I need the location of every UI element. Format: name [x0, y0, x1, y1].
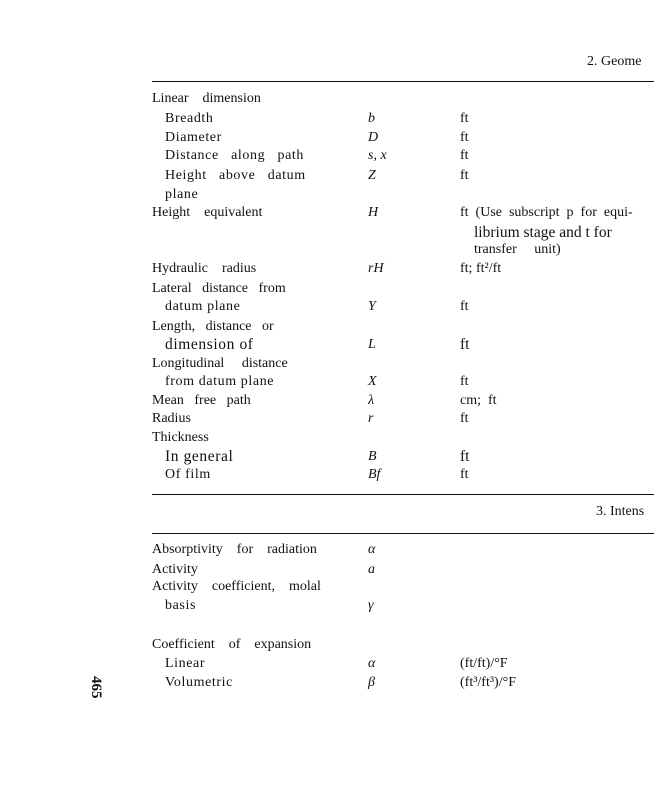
table-rule-section3	[152, 533, 654, 534]
table-row	[0, 392, 654, 410]
quantity-cell: Volumetric	[165, 675, 233, 690]
units-cell: ft; ft²/ft	[460, 261, 502, 276]
units-cell: ft	[460, 411, 469, 426]
symbol-cell: D	[368, 130, 379, 145]
table-row	[0, 298, 654, 316]
quantity-cell: Mean free path	[152, 393, 251, 408]
table-row	[0, 541, 654, 559]
units-cell: ft	[460, 374, 469, 389]
symbol-cell: b	[368, 111, 375, 126]
table-row	[0, 373, 654, 391]
symbol-cell: γ	[368, 598, 374, 613]
quantity-cell: Breadth	[165, 111, 214, 126]
quantity-cell: basis	[165, 598, 196, 613]
table-rule-top	[152, 81, 654, 82]
units-cell: ft (Use subscript p for equi-	[460, 205, 633, 220]
symbol-cell: a	[368, 562, 375, 577]
symbol-cell: α	[368, 542, 376, 557]
quantity-cell: dimension of	[165, 336, 254, 353]
units-cell: ft	[460, 168, 469, 183]
symbol-cell: rH	[368, 261, 384, 276]
quantity-cell: Linear	[165, 656, 206, 671]
table-row	[0, 186, 654, 204]
table-row	[0, 129, 654, 147]
quantity-cell: Length, distance or	[152, 319, 274, 334]
quantity-cell: plane	[165, 187, 199, 202]
quantity-cell: Activity coefficient, molal	[152, 579, 321, 594]
symbol-cell: α	[368, 656, 376, 671]
symbol-cell: s, x	[368, 148, 387, 163]
quantity-cell: Thickness	[152, 430, 209, 445]
quantity-cell: Diameter	[165, 130, 222, 145]
table-row	[0, 147, 654, 165]
units-cell: ft	[460, 111, 469, 126]
table-row	[0, 90, 654, 108]
quantity-cell: Height equivalent	[152, 205, 263, 220]
quantity-cell: Distance along path	[165, 148, 304, 163]
units-cell: ft	[460, 299, 469, 314]
units-cell: librium stage and t for	[474, 224, 612, 241]
table-row	[0, 110, 654, 128]
units-cell: ft	[460, 130, 469, 145]
quantity-cell: Longitudinal distance	[152, 356, 288, 371]
symbol-cell: β	[368, 675, 375, 690]
symbol-cell: L	[368, 337, 376, 352]
table-row	[0, 280, 654, 298]
quantity-cell: In general	[165, 448, 234, 465]
table-row	[0, 260, 654, 278]
units-cell: ft	[460, 336, 470, 353]
quantity-cell: Height above datum	[165, 168, 306, 183]
symbol-cell: r	[368, 411, 374, 426]
table-row	[0, 204, 654, 222]
table-row	[0, 410, 654, 428]
quantity-cell: Lateral distance from	[152, 281, 286, 296]
quantity-cell: Activity	[152, 562, 198, 577]
quantity-cell: Of film	[165, 467, 211, 482]
table-row	[0, 241, 654, 259]
table-row	[0, 655, 654, 673]
section-2-title: 2. Geome	[587, 54, 642, 69]
table-row	[0, 597, 654, 615]
units-cell: (ft/ft)/°F	[460, 656, 508, 671]
units-cell: (ft³/ft³)/°F	[460, 675, 516, 690]
symbol-cell: Bf	[368, 467, 381, 482]
units-cell: ft	[460, 148, 469, 163]
table-row	[0, 561, 654, 579]
units-cell: cm; ft	[460, 393, 497, 408]
table-row	[0, 636, 654, 654]
table-row	[0, 429, 654, 447]
table-row	[0, 578, 654, 596]
quantity-cell: Coefficient of expansion	[152, 637, 312, 652]
table-row	[0, 167, 654, 185]
section-3-title: 3. Intens	[596, 504, 645, 519]
symbol-cell: B	[368, 449, 377, 464]
symbol-cell: X	[368, 374, 377, 389]
page-number: 465	[88, 676, 104, 699]
symbol-cell: H	[368, 205, 379, 220]
table-row	[0, 336, 654, 354]
table-row	[0, 448, 654, 466]
units-cell: ft	[460, 467, 469, 482]
table-rule-middle	[152, 494, 654, 495]
symbol-cell: Z	[368, 168, 376, 183]
table-row	[0, 355, 654, 373]
symbol-cell: λ	[368, 393, 375, 408]
quantity-cell: Linear dimension	[152, 91, 261, 106]
quantity-cell: Radius	[152, 411, 191, 426]
table-row	[0, 466, 654, 484]
table-row	[0, 224, 654, 242]
quantity-cell: from datum plane	[165, 374, 275, 389]
units-cell: transfer unit)	[474, 242, 561, 257]
symbol-cell: Y	[368, 299, 376, 314]
quantity-cell: Absorptivity for radiation	[152, 542, 317, 557]
table-row	[0, 318, 654, 336]
units-cell: ft	[460, 448, 470, 465]
quantity-cell: datum plane	[165, 299, 241, 314]
quantity-cell: Hydraulic radius	[152, 261, 257, 276]
